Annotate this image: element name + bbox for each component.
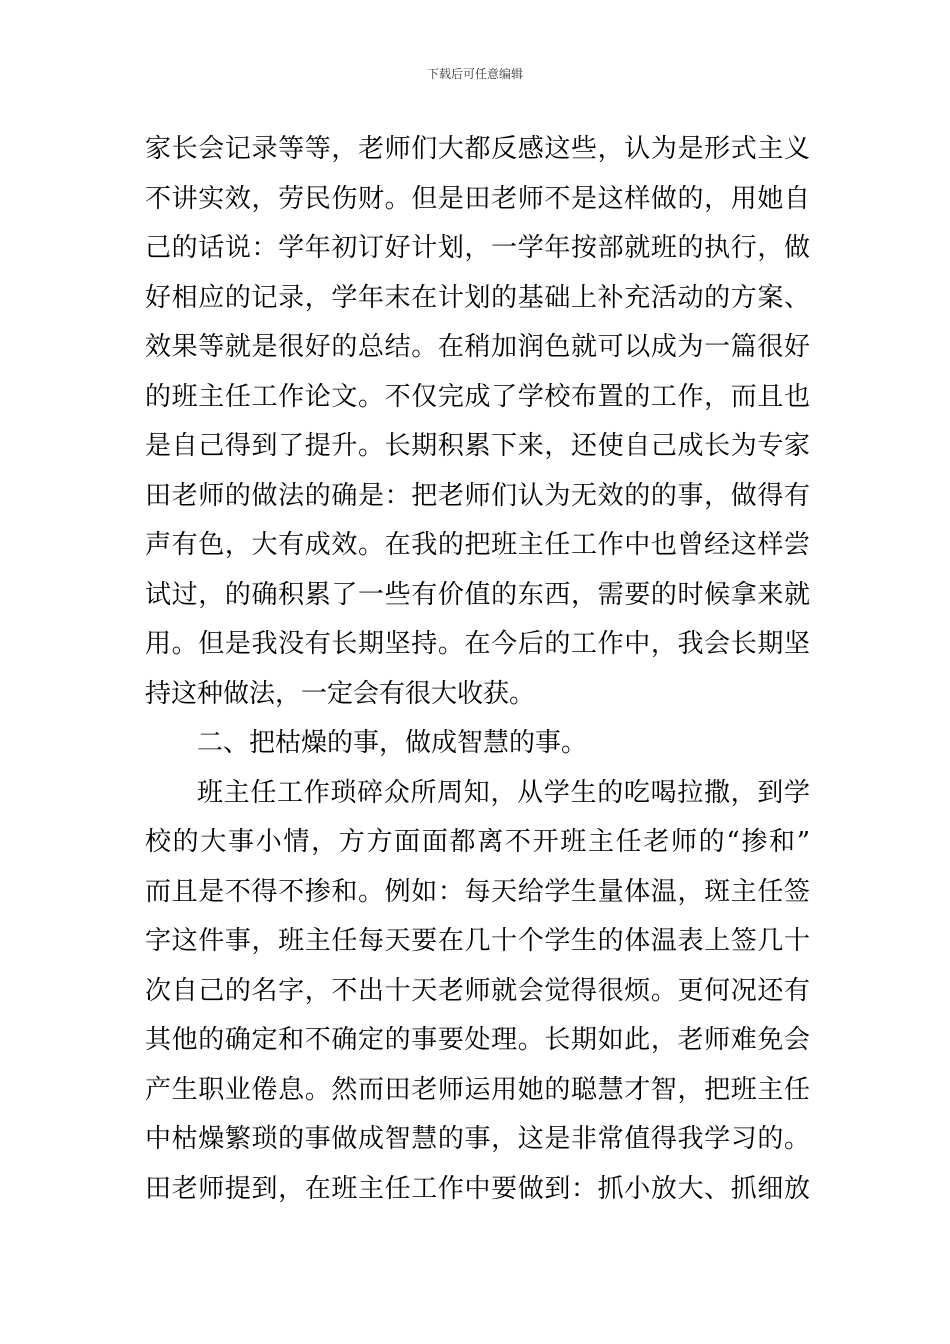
text-line: 次自己的名字，不出十天老师就会觉得很烦。更何况还有 — [145, 975, 810, 1006]
text-line: 中枯燥繁琐的事做成智慧的事，这是非常值得我学习的。 — [145, 1124, 810, 1154]
text-line: 田老师提到，在班主任工作中要做到：抓小放大、抓细放 — [145, 1173, 810, 1204]
text-line: 校的大事小情，方方面面都离不开班主任老师的“掺和” — [145, 827, 810, 857]
text-line: 是自己得到了提升。长期积累下来，还使自己成长为专家 — [145, 431, 810, 461]
text-line: 家长会记录等等，老师们大都反感这些，认为是形式主义 — [145, 134, 810, 164]
text-line: 产生职业倦息。然而田老师运用她的聪慧才智，把班主任 — [145, 1074, 810, 1105]
text-line: 声有色，大有成效。在我的把班主任工作中也曾经这样尝 — [145, 530, 810, 560]
text-line: 试过，的确积累了一些有价值的东西，需要的时候拿来就 — [145, 579, 810, 610]
text-line: 用。但是我没有长期坚持。在今后的工作中，我会长期坚 — [145, 629, 810, 659]
paragraph-first-line: 班主任工作琐碎众所周知，从学生的吃喝拉撒，到学 — [197, 777, 810, 808]
text-line: 而且是不得不掺和。例如：每天给学生量体温，斑主任签 — [145, 876, 810, 907]
text-line: 的班主任工作论文。不仅完成了学校布置的工作，而且也 — [145, 381, 810, 412]
section-heading: 二、把枯燥的事，做成智慧的事。 — [197, 728, 588, 758]
page-header: 下载后可任意编辑 — [426, 67, 523, 81]
text-line: 田老师的做法的确是：把老师们认为无效的的事，做得有 — [145, 480, 810, 511]
text-line: 己的话说：学年初订好计划，一学年按部就班的执行，做 — [145, 233, 810, 263]
text-line: 效果等就是很好的总结。在稍加润色就可以成为一篇很好 — [145, 332, 810, 362]
text-line: 字这件事，班主任每天要在几十个学生的体温表上签几十 — [145, 926, 810, 956]
text-line: 不讲实效，劳民伤财。但是田老师不是这样做的，用她自 — [145, 183, 810, 214]
text-line: 好相应的记录，学年末在计划的基础上补充活动的方案、 — [145, 282, 810, 313]
text-line: 其他的确定和不确定的事要处理。长期如此，老师难免会 — [145, 1025, 810, 1055]
document-body — [145, 125, 810, 1214]
text-line: 持这种做法，一定会有很大收获。 — [145, 678, 536, 709]
